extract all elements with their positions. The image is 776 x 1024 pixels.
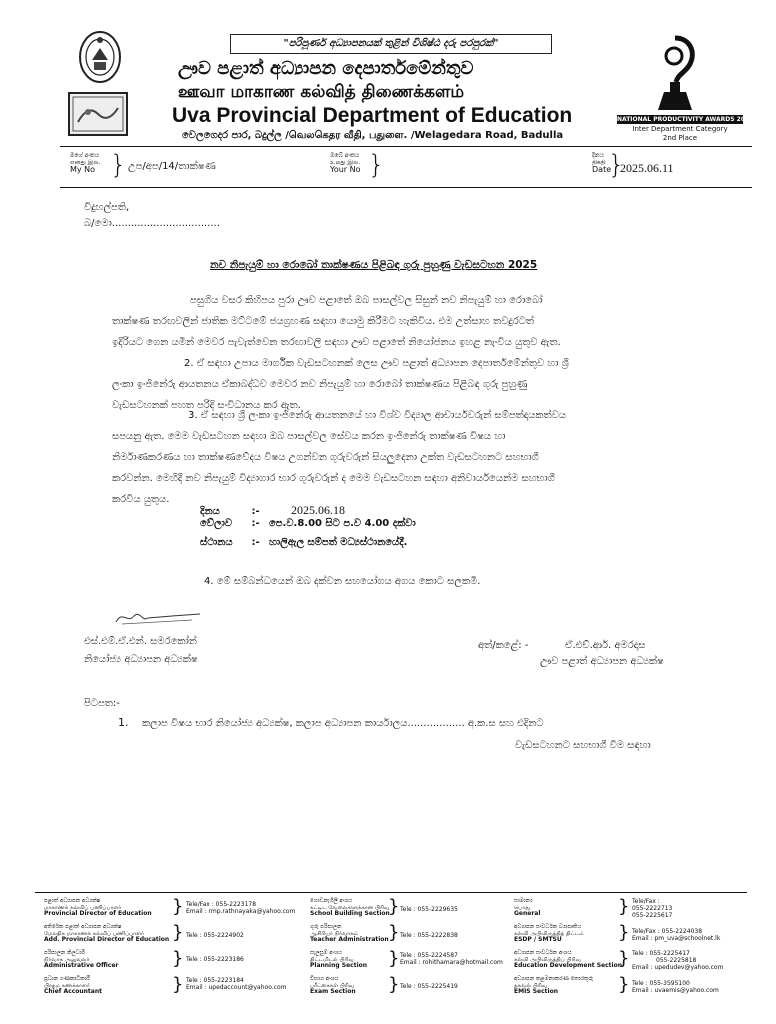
footer-entry: අතිරේක පළාත් අධ්‍යාපන අධ්‍යක්ෂ மேலதிக மாகாணக் கல்விப் பணிப்பாளர் Add. Provincial Director of Education [44, 924, 170, 943]
my-no-value: උප/අප/14/තාක්ෂණ [128, 161, 216, 172]
footer-entry: පළාත් අධ්‍යාපන අධ්‍යක්ෂ மாகாணக் கல்விப் பணிப்பாளர் Provincial Director of Education [44, 898, 152, 917]
national-emblem-icon [78, 30, 122, 84]
footer-contact: Tele : 055-2222838 [400, 932, 458, 939]
footer-entry: පරිපාලන නිලධාරි நிர்வாக அலுவலர் Administrative Officer [44, 950, 119, 969]
award-place-text: 2nd Place [662, 134, 698, 142]
detail-date: දිනය :- 2025.06.18 [200, 503, 345, 517]
award-banner: NATIONAL PRODUCTIVITY AWARDS 2012 / 2013 [617, 116, 776, 123]
addressee: විදුහල්පති, [84, 202, 130, 213]
footer-contact: Tele/Fax : 055-2223178 Email : rmp.rathnayaka@yahoo.com [186, 901, 296, 915]
signatory-right-title: ඌව පළාත් අධ්‍යාපන අධ්‍යක්ෂ [540, 656, 664, 667]
signatory-right-name: ඒ.එච්.ආර්. අමරදාස [565, 640, 646, 651]
footer-entry: සැලසුම් අංශය திட்டமிடல் பிரிவு Planning Section [310, 950, 368, 969]
footer-entry: විභාග අංශය பரீட்சைகள் பிரிவு Exam Section [310, 976, 356, 995]
org-name-english: Uva Provincial Department of Education [172, 104, 573, 127]
copy-1-continuation: වැඩසටහනට සහභාගී වීම සඳහා [515, 740, 651, 751]
date-label: දිනය திகதி Date [592, 152, 612, 174]
footer-contact: Tele : 055-2224587 Email : rohithamara@hotmail.com [400, 952, 503, 966]
department-address: වෙලගෙදර පාර, බදුල්ල /வெலகெதர வீதி, பதுளை. /Welagedara Road, Badulla [182, 130, 564, 141]
date-value: 2025.06.11 [620, 161, 674, 175]
date-brace: } [608, 150, 625, 180]
letter-subject: නව නිපැයුම් හා රොබෝ තාක්ෂණය පිළිබඳ ගුරු පුහුණු වැඩසටහන 2025 [210, 259, 538, 271]
footer-contact: Tele : 055-2224902 [186, 932, 244, 939]
my-no-brace: } [110, 150, 127, 180]
reference-divider [60, 187, 752, 188]
org-name-sinhala: ඌව පළාත් අධ්‍යාපන දෙපාර්තමේන්තුව [178, 58, 474, 79]
footer-entry: අධ්‍යාපන සංවර්ධන අංශය கல்வி அபிவிருத்திப் பிரிவு Education Development Section [514, 950, 622, 969]
footer-contact: Tele : 055-2223186 [186, 956, 244, 963]
award-category [617, 125, 743, 143]
award-category-text: Inter Department Category [632, 125, 728, 133]
footer-contact: Tele/Fax : 055-2224038 Email : pm_uva@schoolnet.lk [632, 928, 721, 942]
your-no-brace: } [368, 150, 385, 180]
footer-contact: Tele : 055-2223184 Email : upedaccount@yahoo.com [186, 977, 287, 991]
footer-entry: ප්‍රධාන ගණකාධිකාරී பிரதம கணக்காளர் Chief Accountant [44, 976, 102, 995]
footer-entry: අධ්‍යාපන සංවර්ධන ව්‍යාපෘතිය கல்வி அபிவிருத்தித் திட்டம் ESDP / SMTSU [514, 924, 584, 943]
copy-1-number: 1. [118, 716, 129, 729]
footer-entry: සාමාන්‍ය பொது General [514, 898, 541, 917]
copies-label: පිටපත:- [84, 698, 120, 709]
signatory-right-prefix: අත්/කළේ: - [478, 640, 529, 651]
my-no-label: මගේ අංකය எனது இல. My No [70, 152, 101, 174]
org-name-tamil: ஊவா மாகாண கல்வித் திணைக்களம் [178, 82, 465, 102]
footer-contact: Tele : 055-2229635 [400, 906, 458, 913]
paragraph-3: 3. ඒ සඳහා ශ්‍රී ලංකා ඉංජිනේරු ආයතනයේ හා විශ්ව විද්‍යාල ආචාර්යවරුන් සම්පත්දායකත්වය සපයනු ඇත. මෙම වැඩසටහන සඳහා ඔබ පාසල්වල සේවය කරන ඉංජිනේරු තාක්ෂණ විෂය හා නිර්මාණකරණය හා තාක්ෂණවේදය විෂය උගන්වන ගුරුවරුන් සියලුදෙනා උක්ත වැඩසටහනට සහභාගී කරවන්න. මෙහිදී නව නිපැයුම් විද්‍යාගාර භාර ගුරුවරුන් ද මෙම වැඩසටහන සඳහා අනිවාර්යයෙන්ම සහභාගී කරවිය යුතුය. [112, 410, 566, 505]
copy-1-text: කලාප විෂය භාර නියෝජ්‍ය අධ්‍යක්ෂ, කලාප අධ්‍යාපන කාර්යාලය.................. අ.ක.ස සහ එදිනට [142, 718, 544, 729]
signatory-left-name: එස්.එම්.ඒ.එන්. සමරකෝන් [84, 636, 197, 647]
header-divider [60, 146, 752, 147]
your-no-label: ඔබේ අංකය உமது இல. Your No [330, 152, 361, 174]
signature-scribble-icon [112, 606, 202, 628]
addressee-line: බ/මො.................................. [84, 218, 220, 229]
productivity-award-icon [640, 32, 710, 112]
provincial-stamp-icon [68, 92, 128, 136]
footer-entry: අධ්‍යාපන කළමනාකරණ තොරතුරු தகவல் பிரிவு EMIS Section [514, 976, 593, 995]
footer-divider [35, 892, 747, 893]
footer-contact: Tele : 055-2225419 [400, 983, 458, 990]
footer-entry: ගොඩනැගිලි අංශය கட்டிட வேலைகளுக்கான பிரிவு School Building Section [310, 898, 390, 917]
footer-contact: Tele : 055-3595100 Email : uvaemis@yahoo.com [632, 980, 719, 994]
paragraph-2: 2. ඒ සඳහා උපාය මාර්ගික වැඩසටහනක් ලෙස ඌව පළාත් අධ්‍යාපන දෙපාර්තමේන්තුව හා ශ්‍රී ලංකා ඉංජිනේරු ආයතනය ඒකාබද්ධව මෙවර නව නිපැයුම් හා රොබෝ තාක්ෂණය පිළිබඳ ගුරු පුහුණු වැඩසටහනක් පහත පරිදි සංවිධානය කර ඇත. [112, 358, 569, 411]
footer-entry: ගුරු පරිපාලන ஆசிரியர் நிர்வாகம் Teacher Administration [310, 924, 389, 943]
detail-time: වේලාව :- පෙ.ව.8.00 සිට ප.ව 4.00 දක්වා [200, 518, 416, 529]
department-motto: "පරිපූර්ණ අධ්‍යාපනයක් තුළින් විශිෂ්ඨ දරු පරපුරක්" [230, 34, 552, 54]
paragraph-1: පසුගිය වසර කිහිපය පුරා ඌව පළාතේ ඔබ පාසල්වල සිසුන් නව නිපැයුම් හා රොබෝ තාක්ෂණ තරඟවලින් ජාතික මට්ටමේ ජයග්‍රහණ සඳහා යොමු කිරීමට හැකිවිය. එම උත්සාහ තවදුරටත් ඉදිරියට ගෙන යමින් මෙවර පැවැත්වෙන තරඟාවලි සඳහා ඌව පළාතේ නියෝජනය ඉහළ නැංවිය යුතුව ඇත. [112, 295, 561, 348]
signatory-left-title: නියෝජ්‍ය අධ්‍යාපන අධ්‍යක්ෂ [84, 654, 198, 665]
detail-venue: ස්ථානය :- හාලිඇල සම්පත් මධ්‍යස්ථානයේදී. [200, 537, 408, 548]
paragraph-4: 4. මේ සම්බන්ධයෙන් ඔබ දක්වන සහයෝගය අගය කොට සලකමි. [204, 576, 481, 587]
footer-contact: Tele : 055-2225417 055-2225818 Email : upedudev@yahoo.com [632, 950, 724, 971]
footer-contact: Tele/Fax : 055-2222713 055-2225617 [632, 898, 673, 919]
